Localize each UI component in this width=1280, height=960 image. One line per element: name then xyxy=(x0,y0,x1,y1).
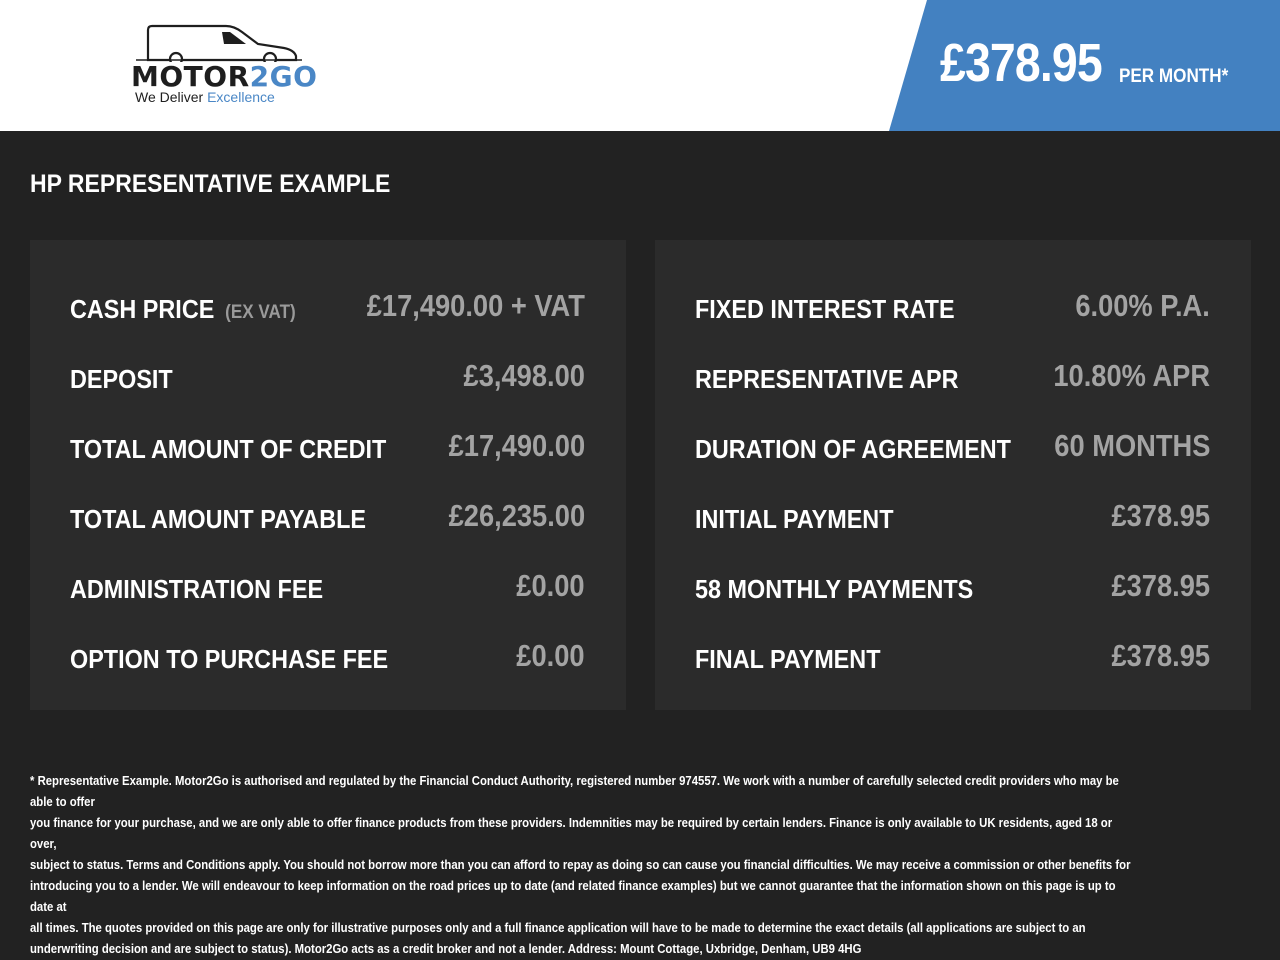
disclaimer-line: introducing you to a lender. We will endeavour to keep information on the road prices up to date (and related finance examples) but we cannot guarantee that the information shown on this page is up to date at xyxy=(30,878,1116,914)
row-value: £17,490.00 xyxy=(448,428,585,463)
row-label: FINAL PAYMENT xyxy=(695,644,881,674)
disclaimer-line: underwriting decision and are subject to status). Motor2Go acts as a credit broker and not a lender. Address: Mount Cottage, Uxbridge, Denham, UB9 4HG xyxy=(30,941,862,956)
logo-tagline: We Deliver Excellence xyxy=(135,89,275,105)
row-option-fee xyxy=(70,638,585,678)
row-monthly-payments xyxy=(695,568,1210,608)
row-final-payment xyxy=(695,638,1210,678)
finance-details-left-panel xyxy=(30,240,626,710)
row-value: £0.00 xyxy=(516,638,585,673)
motor2go-logo[interactable] xyxy=(128,22,318,112)
row-label: INITIAL PAYMENT xyxy=(695,504,894,534)
disclaimer-line: all times. The quotes provided on this page are only for illustrative purposes only and a full finance application will have to be made to determine the exact details (all applications are subject to an xyxy=(30,920,1086,935)
row-cash-price xyxy=(70,288,585,328)
row-value: 6.00% P.A. xyxy=(1075,288,1210,323)
row-value: 60 MONTHS xyxy=(1053,428,1210,463)
row-total-payable xyxy=(70,498,585,538)
disclaimer-line: * Representative Example. Motor2Go is authorised and regulated by the Financial Conduct Authority, registered number 974557. We work with a number of carefully selected credit providers who may be able to offer xyxy=(30,773,1119,809)
row-duration xyxy=(695,428,1210,468)
disclaimer-text xyxy=(30,770,1131,959)
row-deposit xyxy=(70,358,585,398)
row-label: ADMINISTRATION FEE xyxy=(70,574,324,604)
ex-vat-note: (EX VAT) xyxy=(225,302,296,323)
van-icon xyxy=(134,22,304,62)
disclaimer-line: subject to status. Terms and Conditions apply. You should not borrow more than you can afford to repay as doing so can cause you financial difficulties. We may receive a commission or other benefits for xyxy=(30,857,1131,872)
row-total-credit xyxy=(70,428,585,468)
row-value: £3,498.00 xyxy=(463,358,585,393)
row-value: 10.80% APR xyxy=(1053,358,1210,393)
row-label: FIXED INTEREST RATE xyxy=(695,294,955,324)
row-label: CASH PRICE (EX VAT) xyxy=(70,294,296,324)
section-title: HP REPRESENTATIVE EXAMPLE xyxy=(30,170,391,198)
disclaimer-line: you finance for your purchase, and we are only able to offer finance products from these providers. Indemnities may be required by certain lenders. Finance is only available to UK residents, aged 18 or over, xyxy=(30,815,1113,851)
row-initial-payment xyxy=(695,498,1210,538)
row-label: TOTAL AMOUNT OF CREDIT xyxy=(70,434,387,464)
row-label: TOTAL AMOUNT PAYABLE xyxy=(70,504,367,534)
row-value: £17,490.00 + VAT xyxy=(366,288,585,323)
row-interest-rate xyxy=(695,288,1210,328)
row-admin-fee xyxy=(70,568,585,608)
row-label: OPTION TO PURCHASE FEE xyxy=(70,644,389,674)
finance-details-right-panel xyxy=(655,240,1251,710)
row-label: DEPOSIT xyxy=(70,364,173,394)
header xyxy=(0,0,1280,131)
row-value: £26,235.00 xyxy=(448,498,585,533)
row-value: £378.95 xyxy=(1111,498,1210,533)
logo-wordmark: MOTOR2GO xyxy=(131,60,318,93)
per-month-label: PER MONTH* xyxy=(1119,66,1229,87)
row-label: DURATION OF AGREEMENT xyxy=(695,434,1011,464)
row-label: 58 MONTHLY PAYMENTS xyxy=(695,574,974,604)
footer xyxy=(0,740,1280,960)
row-apr xyxy=(695,358,1210,398)
row-value: £378.95 xyxy=(1111,568,1210,603)
row-value: £378.95 xyxy=(1111,638,1210,673)
row-value: £0.00 xyxy=(516,568,585,603)
row-label: REPRESENTATIVE APR xyxy=(695,364,959,394)
monthly-price: £378.95 xyxy=(940,33,1102,93)
